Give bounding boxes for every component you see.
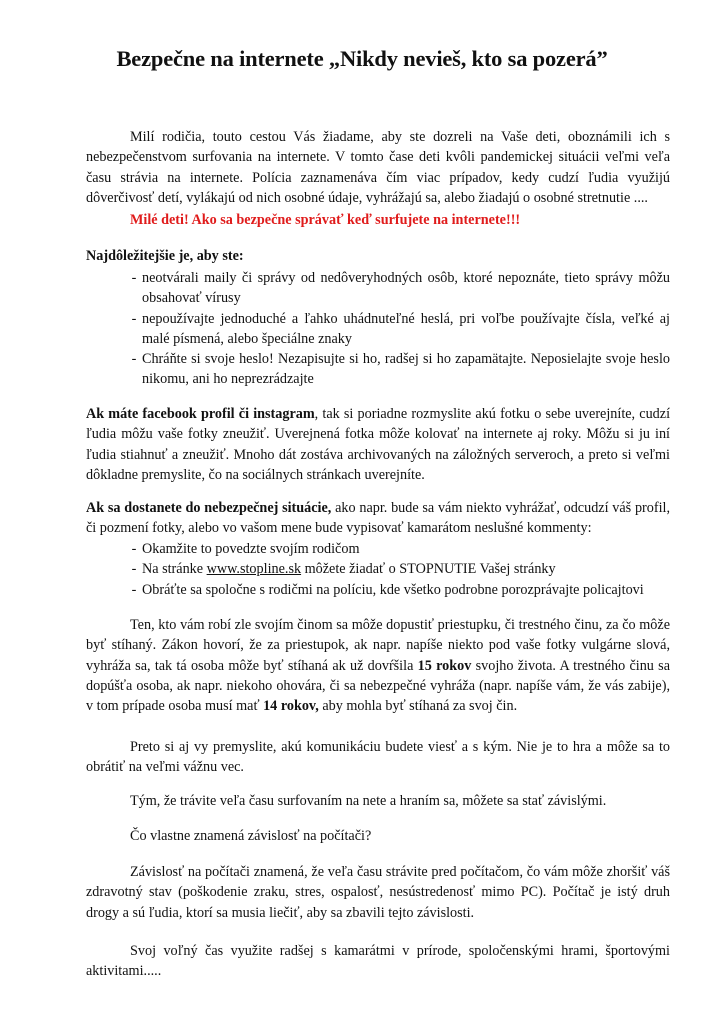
addiction-answer: Závislosť na počítači znamená, že veľa času strávite pred počítačom, čo vám môže zhoršiť váš zdravotný stav (poškodenie zraku, stres, ospalosť, nesústredenosť mimo PC). Počítač je istý druh drogy a sú ľudia, ktorí sa musia liečiť, aby sa zbavili tejto závislosti. bbox=[86, 864, 670, 921]
addiction-question: Čo vlastne znamená závislosť na počítači? bbox=[130, 828, 372, 844]
law-paragraph: Ten, kto vám robí zle svojím činom sa môže dopustiť priestupku, či trestného činu, za čo môže byť stíhaný. Zákon hovorí, že za priestupok, ak napr. napíše niekto pod vaše fotky vulgárne slová, vyhráža sa, tak tá osoba môže byť stíhaná ak už dovŕšila 15 rokov svojho života. A trestného činu sa dopúšťa osoba, ak napr. niekoho ohovára, či sa nebezpečné vyhráža (napr. napíše vám, že vás zabije), v tom prípade osoba musí mať 14 rokov, aby mohla byť stíhaná za svoj čin. bbox=[86, 617, 670, 715]
age-15-bold: 15 rokov bbox=[417, 657, 472, 674]
think-paragraph: Preto si aj vy premyslite, akú komunikáciu budete viesť a s kým. Nie je to hra a môže sa to obrátiť na veľmi vážnu vec. bbox=[86, 739, 670, 776]
danger-bold: Ak sa dostanete do nebezpečnej situácie, bbox=[86, 500, 332, 516]
list-item: - Na stránke www.stopline.sk môžete žiadať o STOPNUTIE Vašej stránky bbox=[86, 559, 670, 579]
danger-text: ako napr. bude sa vám niekto vyhrážať, odcudzí váš profil, či pozmení fotky, alebo vo vašom mene bude vypisovať kamarátom neslušné kommenty: bbox=[86, 500, 671, 537]
intro-paragraph: Milí rodičia, touto cestou Vás žiadame, aby ste dozreli na Vaše deti, oboznámili ich s nebezpečenstvom surfovania na internete. V tomto čase deti kvôli pandemickej situácii veľmi veľa času strávia na internete. Polícia zaznamenáva čím viac prípadov, kedy cudzí ľudia využijú dôverčivosť detí, vylákajú od nich osobné údaje, vyhrážajú sa, alebo žiadajú o osobné stretnutie .... bbox=[86, 129, 670, 206]
danger-list bbox=[86, 539, 670, 600]
stopline-link[interactable]: www.stopline.sk bbox=[206, 561, 302, 578]
list-item: - neotvárali maily či správy od nedôveryhodných osôb, ktoré nepoznáte, tieto správy môžu obsahovať vírusy bbox=[86, 268, 670, 309]
dash-bullet: - bbox=[131, 541, 137, 557]
dash-bullet: - bbox=[131, 561, 137, 578]
dash-bullet: - bbox=[131, 581, 137, 598]
dash-bullet: - bbox=[131, 310, 137, 327]
free-time-paragraph: Svoj voľný čas využite radšej s kamarátmi v prírode, spoločenskými hrami, športovými aktivitami..... bbox=[86, 943, 670, 980]
list-item: - Chráňte si svoje heslo! Nezapisujte si ho, radšej si ho zapamätajte. Neposielajte svoje heslo nikomu, ani ho neprezrádzajte bbox=[86, 349, 670, 390]
list-item: - nepoužívajte jednoduché a ľahko uhádnuteľné heslá, pri voľbe používajte čísla, veľké aj malé písmená, alebo špeciálne znaky bbox=[86, 309, 670, 350]
age-14-bold: 14 rokov, bbox=[263, 698, 319, 715]
facebook-text: , tak si poriadne rozmyslite akú fotku o sebe uverejníte, cudzí ľudia môžu vaše fotky zneužiť. Uverejnená fotka môže kolovať na internete aj roky. Môžu si ju iní ľudia stiahnuť a zneužiť. Mnoho dát zostáva archivovaných na záložných serveroch, a preto si veľmi dôkladne premyslite, čo na sociálnych stránkach uverejníte. bbox=[86, 406, 671, 483]
addiction-intro: Tým, že trávite veľa času surfovaním na nete a hraním sa, môžete sa stať závislými. bbox=[130, 793, 607, 809]
danger-paragraph bbox=[86, 498, 670, 539]
facebook-bold: Ak máte facebook profil či instagram bbox=[86, 406, 315, 422]
dash-bullet: - bbox=[131, 351, 137, 368]
important-heading: Najdôležitejšie je, aby ste: bbox=[86, 248, 244, 264]
facebook-paragraph bbox=[86, 404, 670, 485]
list-item: - Okamžite to povedzte svojím rodičom bbox=[86, 539, 670, 559]
red-heading: Milé deti! Ako sa bezpečne správať keď surfujete na internete!!! bbox=[130, 212, 521, 228]
list-item: - Obráťte sa spoločne s rodičmi na políciu, kde všetko podrobne porozprávajte policajtovi bbox=[86, 580, 670, 600]
document-title: Bezpečne na internete „Nikdy nevieš, kto sa pozerá” bbox=[116, 46, 608, 71]
dash-bullet: - bbox=[131, 270, 137, 286]
important-list bbox=[86, 268, 670, 390]
